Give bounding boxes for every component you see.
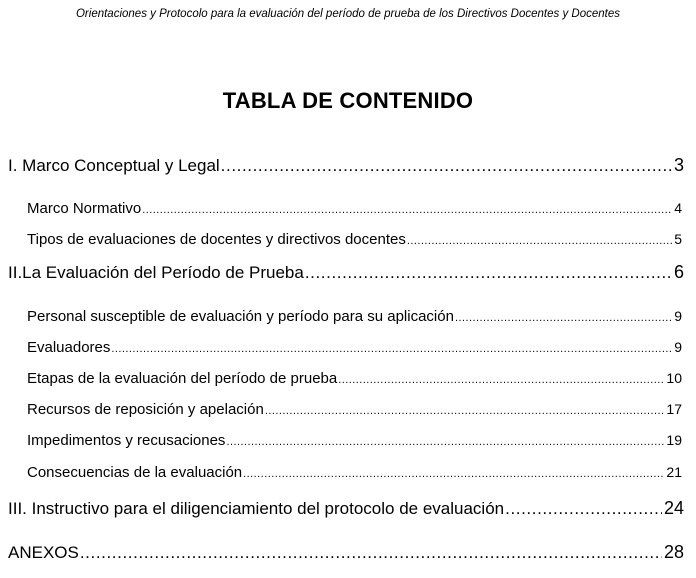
toc-page-number: 9 xyxy=(674,339,682,355)
toc-dot-leader xyxy=(455,312,672,324)
toc-page-number: 9 xyxy=(674,308,682,324)
toc-dot-leader xyxy=(226,436,664,448)
toc-page-number: 10 xyxy=(666,370,682,386)
toc-entry-marco-normativo[interactable] xyxy=(27,200,682,217)
toc-dot-leader xyxy=(407,235,672,247)
toc-entry-label: Etapas de la evaluación del período de prueba xyxy=(27,370,338,387)
toc-dot-leader xyxy=(80,543,662,563)
toc-entry-anexos[interactable] xyxy=(8,542,684,563)
toc-page-number: 6 xyxy=(673,262,684,282)
toc-entry-evaluadores[interactable] xyxy=(27,339,682,356)
toc-entry-label: ANEXOS xyxy=(8,543,79,562)
toc-entry-label: Tipos de evaluaciones de docentes y directivos docentes xyxy=(27,231,406,248)
toc-page-number: 17 xyxy=(666,401,682,417)
toc-entry-consecuencias[interactable] xyxy=(27,464,682,481)
toc-entry-instructivo[interactable] xyxy=(8,498,684,519)
toc-entry-impedimentos[interactable] xyxy=(27,432,682,449)
toc-entry-label: III. Instructivo para el diligenciamiento del protocolo de evaluación xyxy=(8,499,505,518)
toc-page-number: 24 xyxy=(663,498,684,518)
toc-page-number: 21 xyxy=(666,464,682,480)
toc-entry-evaluacion-periodo-prueba[interactable] xyxy=(8,262,684,283)
toc-entry-label: I. Marco Conceptual y Legal xyxy=(8,156,220,175)
toc-entry-label: II.La Evaluación del Período de Prueba xyxy=(8,263,304,282)
toc-dot-leader xyxy=(338,374,664,386)
toc-dot-leader xyxy=(265,405,665,417)
toc-page-number: 28 xyxy=(663,542,684,562)
page-title: TABLA DE CONTENIDO xyxy=(222,88,474,113)
toc-entry-label: Personal susceptible de evaluación y período para su aplicación xyxy=(27,308,454,325)
toc-dot-leader xyxy=(111,343,672,355)
toc-entry-label: Impedimentos y recusaciones xyxy=(27,432,226,449)
toc-entry-marco-conceptual[interactable] xyxy=(8,155,684,176)
toc-entry-label: Recursos de reposición y apelación xyxy=(27,401,264,418)
toc-entry-tipos-evaluaciones[interactable] xyxy=(27,231,682,248)
toc-entry-label: Consecuencias de la evaluación xyxy=(27,464,243,481)
toc-entry-etapas-evaluacion[interactable] xyxy=(27,370,682,387)
toc-page-number: 5 xyxy=(674,231,682,247)
toc-page-number: 3 xyxy=(673,155,684,175)
toc-dot-leader xyxy=(505,499,662,519)
toc-page-number: 19 xyxy=(666,432,682,448)
toc-entry-personal-susceptible[interactable] xyxy=(27,308,682,325)
toc-dot-leader xyxy=(142,204,672,216)
running-header: Orientaciones y Protocolo para la evaluación del período de prueba de los Directivos Docentes y Docentes xyxy=(75,8,620,20)
toc-dot-leader xyxy=(243,468,664,480)
toc-dot-leader xyxy=(305,263,672,283)
toc-dot-leader xyxy=(221,156,672,176)
toc-page-number: 4 xyxy=(674,200,682,216)
toc-entry-recursos-reposicion[interactable] xyxy=(27,401,682,418)
toc-entry-label: Marco Normativo xyxy=(27,200,142,217)
toc-entry-label: Evaluadores xyxy=(27,339,111,356)
